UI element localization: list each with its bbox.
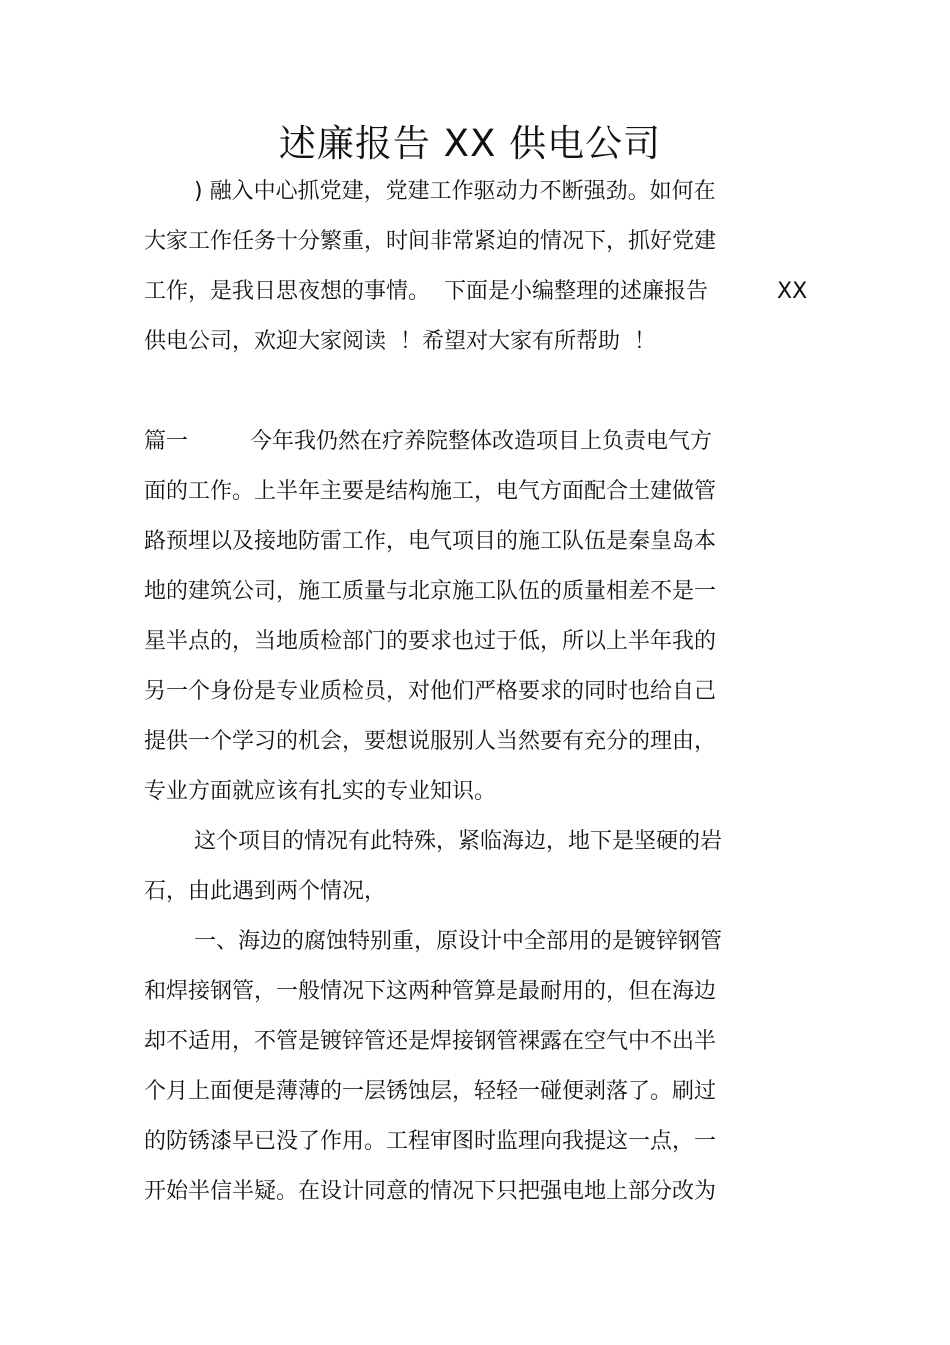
paragraph-line: 面的工作。上半年主要是结构施工，电气方面配合土建做管 bbox=[144, 479, 717, 504]
paragraph-line: 石，由此遇到两个情况， bbox=[144, 879, 387, 904]
paragraph-line: 开始半信半疑。在设计同意的情况下只把强电地上部分改为 bbox=[144, 1179, 717, 1204]
paragraph-line: 供电公司，欢迎大家阅读 ！希望对大家有所帮助 ！ bbox=[144, 329, 656, 354]
document-title: 述廉报告 XX 供电公司 bbox=[278, 122, 662, 165]
paragraph-line: 专业方面就应该有扎实的专业知识。 bbox=[144, 779, 497, 804]
paragraph-line: ) 融入中心抓党建，党建工作驱动力不断强劲。如何在 bbox=[194, 179, 716, 204]
paragraph-line: 路预埋以及接地防雷工作，电气项目的施工队伍是秦皇岛本 bbox=[144, 529, 717, 554]
paragraph-line: 另一个身份是专业质检员，对他们严格要求的同时也给自己 bbox=[144, 679, 717, 704]
paragraph-line: 一、海边的腐蚀特别重，原设计中全部用的是镀锌钢管 bbox=[194, 929, 723, 954]
paragraph-line: 大家工作任务十分繁重，时间非常紧迫的情况下，抓好党建 bbox=[144, 229, 717, 254]
paragraph-line: 却不适用，不管是镀锌管还是焊接钢管裸露在空气中不出半 bbox=[144, 1029, 717, 1054]
paragraph-line: 和焊接钢管，一般情况下这两种管算是最耐用的，但在海边 bbox=[144, 979, 717, 1004]
paragraph-line: XX bbox=[777, 279, 808, 304]
paragraph-line: 这个项目的情况有此特殊，紧临海边，地下是坚硬的岩 bbox=[194, 829, 723, 854]
paragraph-line: 今年我仍然在疗养院整体改造项目上负责电气方 bbox=[250, 429, 713, 454]
section-label: 篇一 bbox=[144, 429, 189, 454]
paragraph-line: 星半点的，当地质检部门的要求也过于低，所以上半年我的 bbox=[144, 629, 717, 654]
paragraph-line: 个月上面便是薄薄的一层锈蚀层，轻轻一碰便剥落了。刷过 bbox=[144, 1079, 717, 1104]
paragraph-line: 的防锈漆早已没了作用。工程审图时监理向我提这一点，一 bbox=[144, 1129, 717, 1154]
paragraph-line: 提供一个学习的机会，要想说服别人当然要有充分的理由， bbox=[144, 729, 717, 754]
paragraph-line: 地的建筑公司，施工质量与北京施工队伍的质量相差不是一 bbox=[144, 579, 717, 604]
paragraph-line: 工作，是我日思夜想的事情。 下面是小编整理的述廉报告 bbox=[144, 279, 708, 304]
